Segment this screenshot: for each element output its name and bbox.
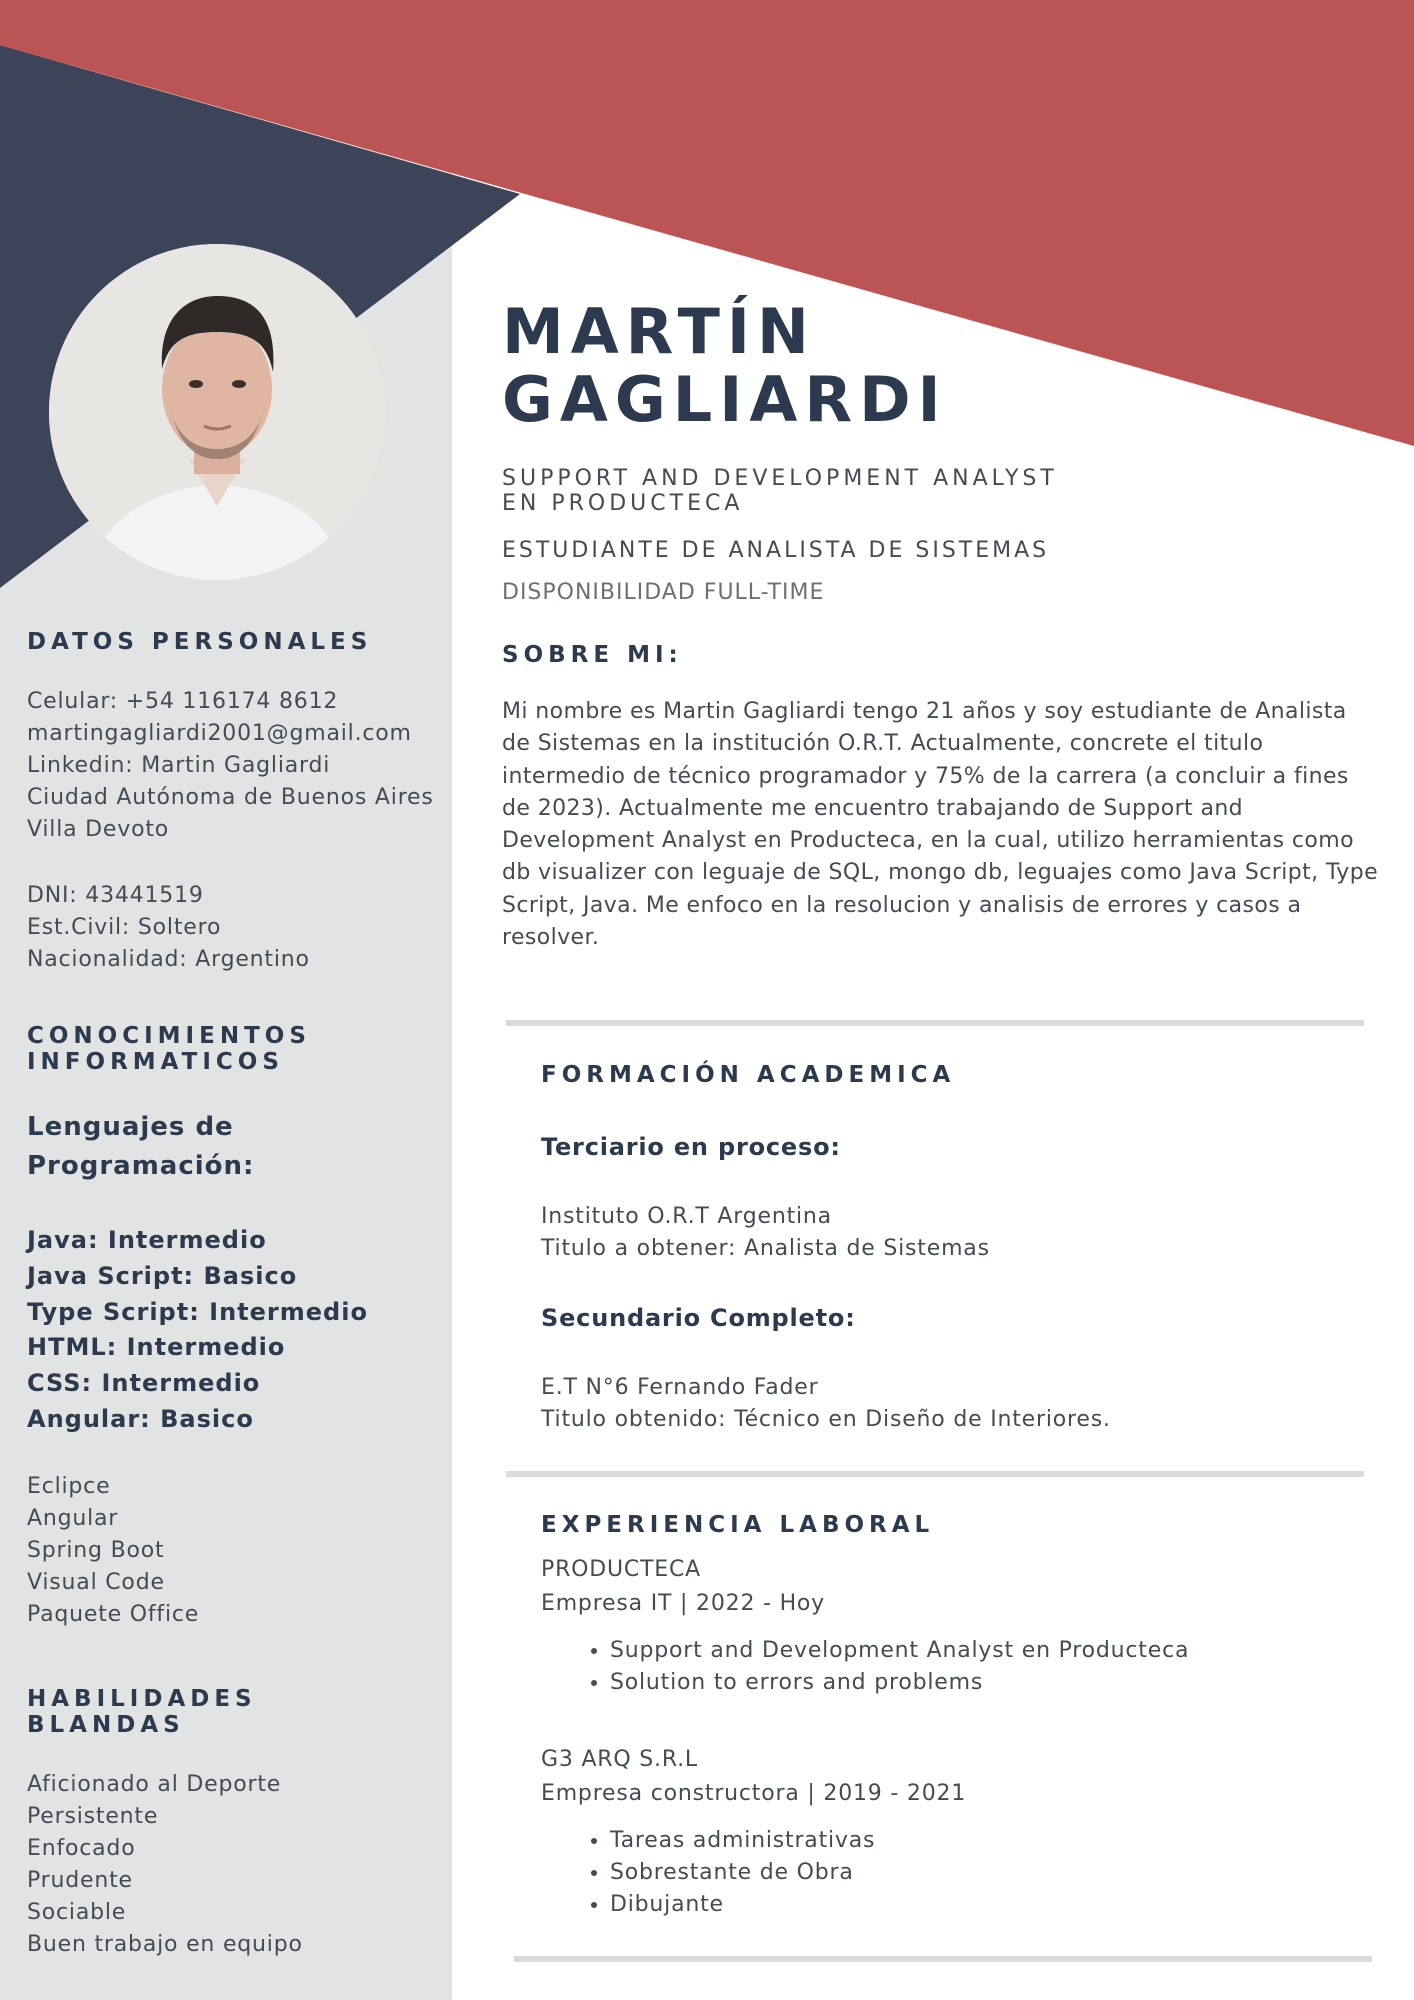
secondary-details [541, 1372, 1111, 1436]
role-line-2: EN PRODUCTECA [502, 491, 744, 516]
detail-line: Titulo obtenido: Técnico en Diseño de Interiores. [541, 1407, 1111, 1432]
name-first: MARTÍN [502, 295, 816, 368]
detail-line: Titulo a obtener: Analista de Sistemas [541, 1236, 990, 1261]
job2-bullets [541, 1825, 875, 1921]
role-line-1: SUPPORT AND DEVELOPMENT ANALYST [502, 466, 1058, 491]
contact-line: Linkedin: Martin Gagliardi [27, 753, 331, 778]
list-item: • Support and Development Analyst en Producteca [610, 1635, 1189, 1667]
personal-data-heading: DATOS PERSONALES [27, 629, 373, 655]
soft-skill-item: Aficionado al Deporte [27, 1772, 282, 1797]
soft-skills-list [27, 1769, 303, 1961]
detail-line: E.T N°6 Fernando Fader [541, 1375, 819, 1400]
education-heading: FORMACIÓN ACADEMICA [541, 1062, 956, 1088]
it-knowledge-heading [27, 1023, 311, 1075]
portrait-illustration [49, 244, 385, 580]
tool-item: Angular [27, 1506, 119, 1531]
job1-info [541, 1554, 825, 1620]
id-line: Est.Civil: Soltero [27, 915, 222, 940]
skill-item: Java Script: Basico [27, 1261, 298, 1290]
soft-skill-item: Sociable [27, 1900, 127, 1925]
skill-item: HTML: Intermedio [27, 1333, 286, 1362]
tool-item: Spring Boot [27, 1538, 165, 1563]
experience-heading: EXPERIENCIA LABORAL [541, 1512, 935, 1538]
job2-info [541, 1744, 966, 1810]
skill-item: CSS: Intermedio [27, 1369, 261, 1398]
heading-line: Programación: [27, 1151, 255, 1181]
list-item: • Dibujante [610, 1889, 875, 1921]
personal-data-ids [27, 880, 310, 976]
contact-line: Villa Devoto [27, 817, 170, 842]
tertiary-details [541, 1201, 990, 1265]
job1-meta: Empresa IT | 2022 - Hoy [541, 1591, 825, 1616]
contact-line: Ciudad Autónoma de Buenos Aires [27, 785, 434, 810]
heading-line: Lenguajes de [27, 1112, 234, 1142]
skill-item: Angular: Basico [27, 1404, 254, 1433]
tool-item: Eclipce [27, 1474, 111, 1499]
list-item: • Solution to errors and problems [610, 1667, 1189, 1699]
tools-list [27, 1471, 199, 1631]
list-item: • Tareas administrativas [610, 1825, 875, 1857]
soft-skill-item: Persistente [27, 1804, 159, 1829]
skill-item: Java: Intermedio [27, 1226, 267, 1254]
skill-list [27, 1223, 368, 1438]
secondary-heading: Secundario Completo: [541, 1304, 856, 1332]
study-line: ESTUDIANTE DE ANALISTA DE SISTEMAS [502, 538, 1050, 563]
job2-meta: Empresa constructora | 2019 - 2021 [541, 1781, 967, 1806]
list-item: • Sobrestante de Obra [610, 1857, 875, 1889]
skill-item: Type Script: Intermedio [27, 1297, 368, 1326]
languages-heading [27, 1108, 254, 1186]
soft-skill-item: Enfocado [27, 1836, 136, 1861]
availability-line: DISPONIBILIDAD FULL-TIME [502, 580, 825, 605]
tool-item: Paquete Office [27, 1602, 200, 1627]
job1-bullets [541, 1635, 1189, 1699]
role-title [502, 466, 1058, 516]
heading-line: HABILIDADES [27, 1686, 257, 1712]
soft-skill-item: Prudente [27, 1868, 133, 1893]
profile-photo [49, 244, 385, 580]
personal-data-contact [27, 686, 434, 846]
heading-line: BLANDAS [27, 1712, 185, 1738]
about-heading: SOBRE MI: [502, 642, 683, 668]
divider [506, 1020, 1364, 1026]
divider [514, 1956, 1372, 1962]
heading-line: CONOCIMIENTOS [27, 1023, 311, 1049]
name-last: GAGLIARDI [502, 363, 948, 436]
contact-line: Celular: +54 116174 8612 [27, 689, 339, 714]
id-line: DNI: 43441519 [27, 883, 204, 908]
heading-line: INFORMATICOS [27, 1049, 284, 1075]
soft-skills-heading [27, 1686, 257, 1738]
job1-company: PRODUCTECA [541, 1557, 702, 1582]
tool-item: Visual Code [27, 1570, 165, 1595]
divider [506, 1471, 1364, 1477]
about-text: Mi nombre es Martin Gagliardi tengo 21 años y soy estudiante de Analista de Sistemas en la institución O.R.T. Actualmente, concrete el titulo intermedio de técnico programador y 75% de la carrera (a concluir a fines de 2023). Actualmente me encuentro trabajando de Support and Development Analyst en Producteca, en la cual, utilizo herramientas como db visualizer con leguaje de SQL, mongo db, leguajes como Java Script, Type Script, Java. Me enfoco en la resolucion y analisis de errores y casos a resolver. [502, 699, 1379, 951]
soft-skill-item: Buen trabajo en equipo [27, 1932, 303, 1957]
id-line: Nacionalidad: Argentino [27, 947, 310, 972]
candidate-name [502, 295, 948, 436]
contact-line: martingagliardi2001@gmail.com [27, 721, 412, 746]
job2-company: G3 ARQ S.R.L [541, 1747, 698, 1772]
tertiary-heading: Terciario en proceso: [541, 1133, 841, 1161]
detail-line: Instituto O.R.T Argentina [541, 1204, 832, 1229]
